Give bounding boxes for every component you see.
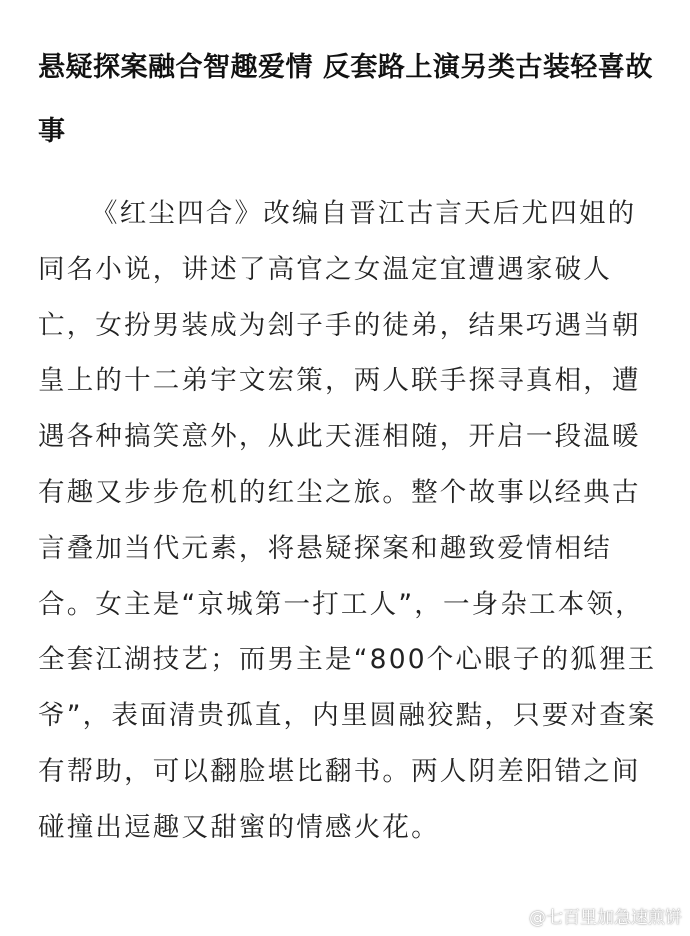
article-headline: 悬疑探案融合智趣爱情 反套路上演另类古装轻喜故事 [38, 52, 653, 147]
watermark-text: @七百里加急速煎饼 [529, 908, 682, 928]
watermark [506, 903, 682, 928]
article-paragraph: 《红尘四合》改编自晋江古言天后尤四姐的同名小说，讲述了高官之女温定宜遭遇家破人亡，女扮男装成为刽子手的徒弟，结果巧遇当朝皇上的十二弟宇文宏策，两人联手探寻真相，遭遇各种搞笑意外，从此天涯相随，开启一段温暖有趣又步步危机的红尘之旅。整个故事以经典古言叠加当代元素，将悬疑探案和趣致爱情相结合。女主是“京城第一打工人”，一身杂工本领，全套江湖技艺；而男主是“800个心眼子的狐狸王爷”，表面清贵孤直，内里圆融狡黠，只要对查案有帮助，可以翻脸堪比翻书。两人阴差阳错之间碰撞出逗趣又甜蜜的情感火花。 [38, 198, 657, 843]
weibo-icon [506, 907, 526, 925]
